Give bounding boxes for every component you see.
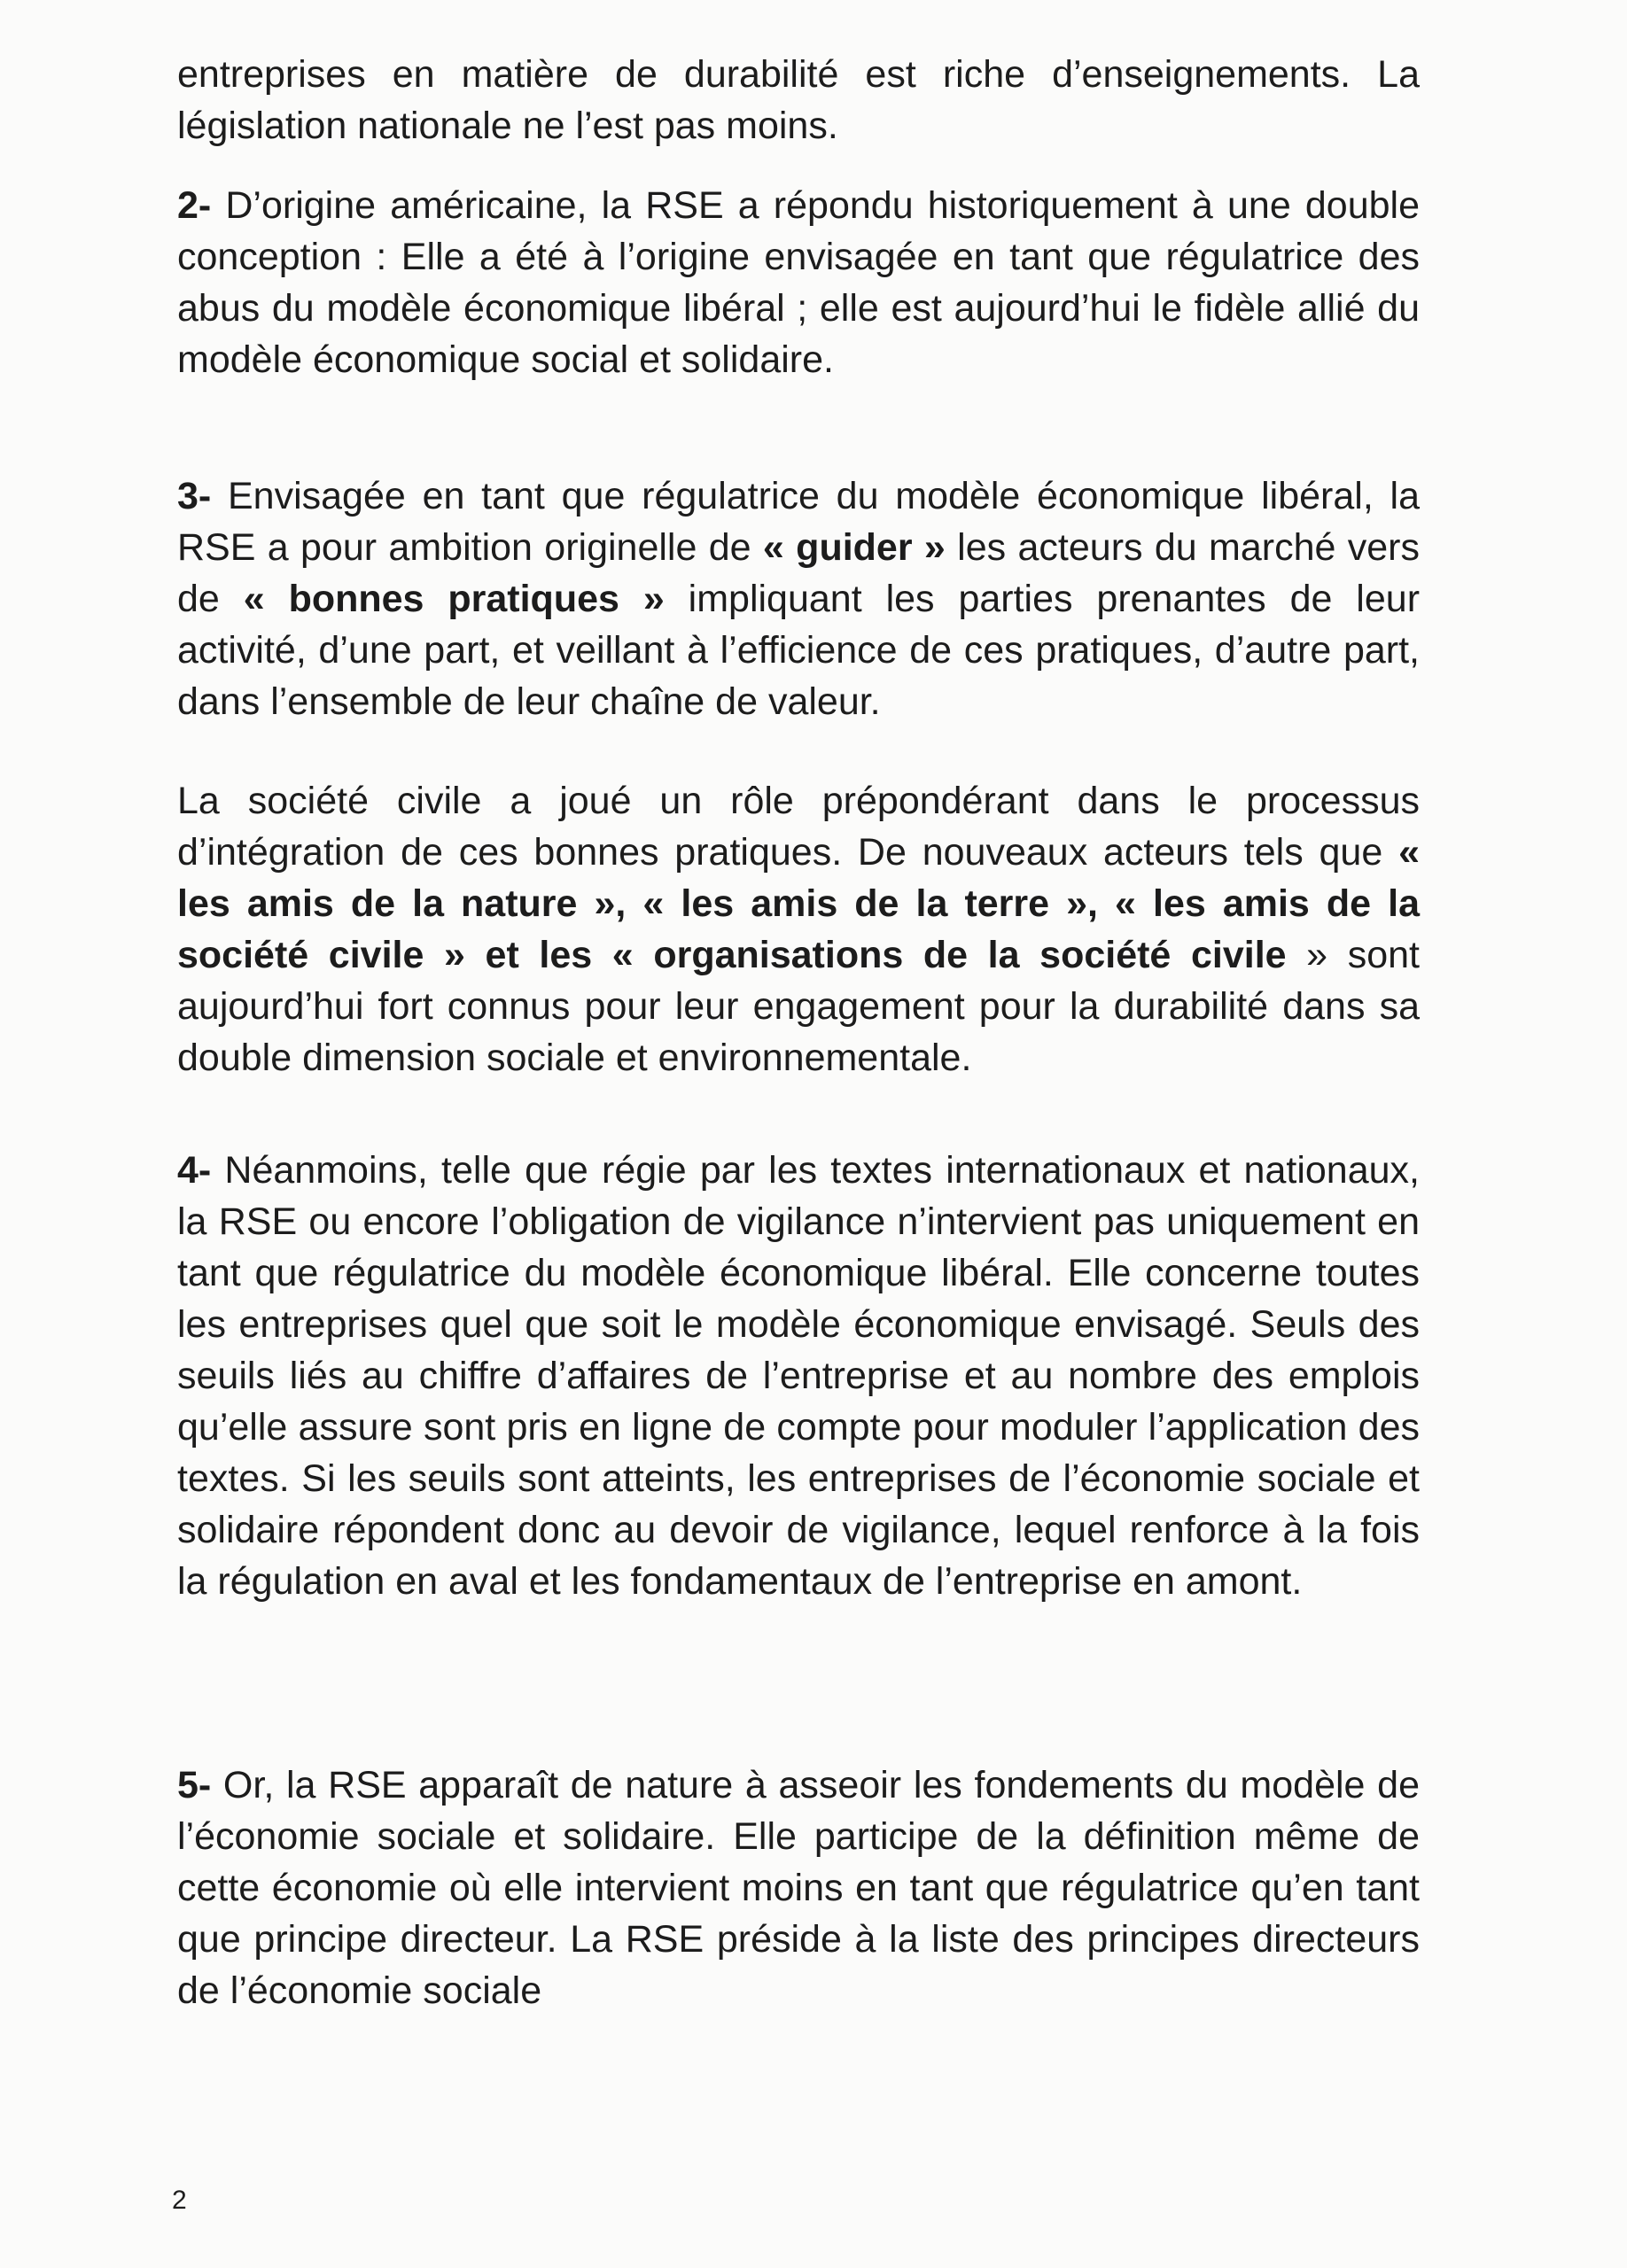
bold-term-bonnes-pratiques: « bonnes pratiques » (243, 578, 665, 620)
paragraph-text: » sont aujourd’hui fort connus pour leur engagement pour la durabilité dans sa double dimension sociale et environnementale. (177, 934, 1420, 1079)
page-number: 2 (172, 2186, 187, 2215)
paragraph-text: impliquant les parties prenantes de leur activité, d’une part, et veillant à l’efficience de ces pratiques, d’autre part, dans l’ensemble de leur chaîne de valeur. (177, 578, 1421, 723)
paragraph-number: 4- (177, 1149, 212, 1192)
paragraph-3 (177, 470, 1420, 727)
bold-term-guider: « guider » (762, 526, 946, 569)
paragraph-text: La société civile a joué un rôle prépondérant dans le processus d’intégration de ces bonnes pratiques. De nouveaux acteurs tels que (177, 780, 1420, 874)
paragraph-text: les acteurs du marché vers de (177, 526, 1420, 620)
paragraph-4 (177, 1145, 1420, 1607)
paragraph-text: D’origine américaine, la RSE a répondu historiquement à une double conception : Elle a été à l’origine envisagée en tant que régulatrice des abus du modèle économique libéral ; elle est aujourd’hui le fidèle allié du modèle économique social et solidaire. (177, 184, 1420, 381)
paragraph-3-continued (177, 775, 1420, 1084)
paragraph-number: 2- (177, 184, 212, 227)
paragraph-2 (177, 180, 1420, 385)
paragraph-number: 5- (177, 1764, 212, 1806)
paragraph-text: Envisagée en tant que régulatrice du modèle économique libéral, la RSE a pour ambition originelle de (177, 475, 1420, 569)
paragraph-number: 3- (177, 475, 212, 517)
paragraph-text: Or, la RSE apparaît de nature à asseoir les fondements du modèle de l’économie sociale et solidaire. Elle participe de la définition même de cette économie où elle intervient moins en tant que régulatrice qu’en tant que principe directeur. La RSE préside à la liste des principes directeurs de l’économie sociale (177, 1764, 1420, 2012)
paragraph-text: Néanmoins, telle que régie par les textes internationaux et nationaux, la RSE ou encore l’obligation de vigilance n’intervient pas uniquement en tant que régulatrice du modèle économique libéral. Elle concerne toutes les entreprises quel que soit le modèle économique envisagé. Seuls des seuils liés au chiffre d’affaires de l’entreprise et au nombre des emplois qu’elle assure sont pris en ligne de compte pour moduler l’application des textes. Si les seuils sont atteints, les entreprises de l’économie sociale et solidaire répondent donc au devoir de vigilance, lequel renforce à la fois la régulation en aval et les fondamentaux de l’entreprise en amont. (177, 1149, 1420, 1603)
paragraph-5 (177, 1759, 1420, 2016)
intro-paragraph (177, 49, 1420, 151)
bold-term-acteurs: « les amis de la nature », « les amis de la terre », « les amis de la société civile » et les « organisations de la société civile (177, 831, 1420, 976)
intro-text: entreprises en matière de durabilité est riche d’enseignements. La législation nationale ne l’est pas moins. (177, 53, 1420, 147)
